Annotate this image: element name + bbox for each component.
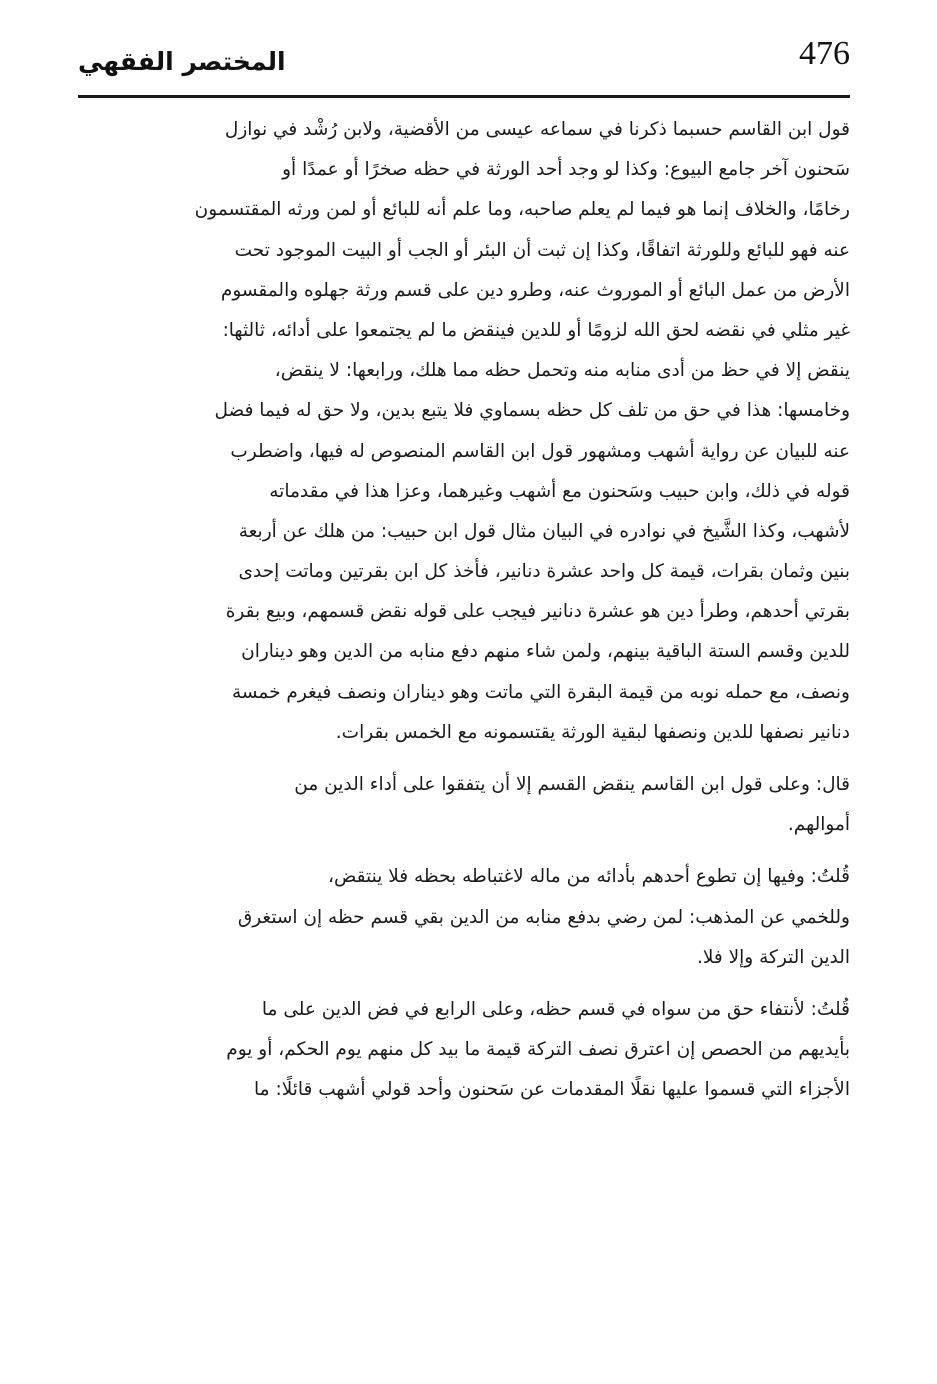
text-line: أموالهم. (787, 814, 850, 836)
paragraph (80, 110, 850, 753)
text-line: لأشهب، وكذا الشَّيخ في نوادره في البيان مثال قول ابن حبيب: من هلك عن أربعة (238, 520, 850, 542)
paragraph (80, 765, 850, 845)
text-line: بأيديهم من الحصص إن اعترق نصف التركة قيمة ما بيد كل منهم يوم الحكم، أو يوم (226, 1039, 850, 1061)
text-line: قوله في ذلك، وابن حبيب وسَحنون مع أشهب وغيرهما، وعزا هذا في مقدماته (269, 480, 850, 502)
text-line: رخامًا، والخلاف إنما هو فيما لم يعلم صاحبه، وما علم أنه للبائع أو لمن ورثه المقتسمون (194, 199, 850, 221)
text-line: غير مثلي في نقضه لحق الله لزومًا أو للدين فينقض ما لم يجتمعوا على أدائه، ثالثها: (222, 319, 850, 341)
text-line: بقرتي أحدهم، وطرأ دين هو عشرة دنانير فيجب على قوله نقض قسمهم، وبيع بقرة (225, 601, 850, 623)
text-line: الأرض من عمل البائع أو الموروث عنه، وطرو دين على قسم ورثة جهلوه والمقسوم (220, 279, 850, 301)
text-line: ونصف، مع حمله نوبه من قيمة البقرة التي ماتت وهو ديناران ونصف فيغرم خمسة (231, 681, 850, 703)
paragraph-gap (80, 753, 850, 765)
body-text (80, 110, 850, 1111)
text-line: الأجزاء التي قسموا عليها نقلًا المقدمات عن سَحنون وأحد قولي أشهب قائلًا: ما (254, 1079, 850, 1101)
text-line: قُلتُ: وفيها إن تطوع أحدهم بأدائه من ماله لاغتباطه بحظه فلا ينتقض، (328, 866, 850, 888)
text-line: قُلتُ: لأنتفاء حق من سواه في قسم حظه، وعلى الرابع في فض الدين على ما (261, 998, 850, 1020)
paragraph (80, 990, 850, 1111)
paragraph-gap (80, 978, 850, 990)
paragraph-gap (80, 845, 850, 857)
paragraph (80, 857, 850, 978)
page-header (78, 30, 850, 92)
text-line: ينقض إلا في حظ من أدى منابه منه وتحمل حظه مما هلك، ورابعها: لا ينقض، (274, 360, 850, 382)
text-line: قول ابن القاسم حسبما ذكرنا في سماعه عيسى من الأقضية، ولابن رُشْد في نوازل (224, 119, 850, 140)
text-line: عنه فهو للبائع وللورثة اتفاقًا، وكذا إن ثبت أن البئر أو الجب أو البيت الموجود تحت (234, 239, 850, 261)
text-line: الدين التركة وإلا فلا. (696, 946, 850, 968)
header-rule (78, 95, 850, 98)
text-line: للدين وقسم الستة الباقية بينهم، ولمن شاء منهم دفع منابه من الدين وهو ديناران (241, 641, 850, 663)
text-line: سَحنون آخر جامع البيوع: وكذا لو وجد أحد الورثة في حظه صخرًا أو عمدًا أو (282, 159, 850, 181)
text-line: دنانير نصفها للدين ونصفها لبقية الورثة يقتسمونه مع الخمس بقرات. (335, 721, 850, 743)
running-title: المختصر الفقهي (78, 47, 286, 76)
text-line: عنه للبيان عن رواية أشهب ومشهور قول ابن القاسم المنصوص له فيها، واضطرب (230, 440, 850, 462)
text-line: وخامسها: هذا في حق من تلف كل حظه بسماوي فلا يتبع بدين، ولا حق له فيما فضل (214, 400, 850, 422)
page-number: 476 (799, 35, 850, 72)
text-line: بنين وثمان بقرات، قيمة كل واحد عشرة دنانير، فأخذ كل ابن بقرتين وماتت إحدى (238, 561, 850, 583)
text-line: قال: وعلى قول ابن القاسم ينقض القسم إلا أن يتفقوا على أداء الدين من (294, 774, 850, 795)
text-line: وللخمي عن المذهب: لمن رضي بدفع منابه من الدين بقي قسم حظه إن استغرق (237, 906, 850, 928)
